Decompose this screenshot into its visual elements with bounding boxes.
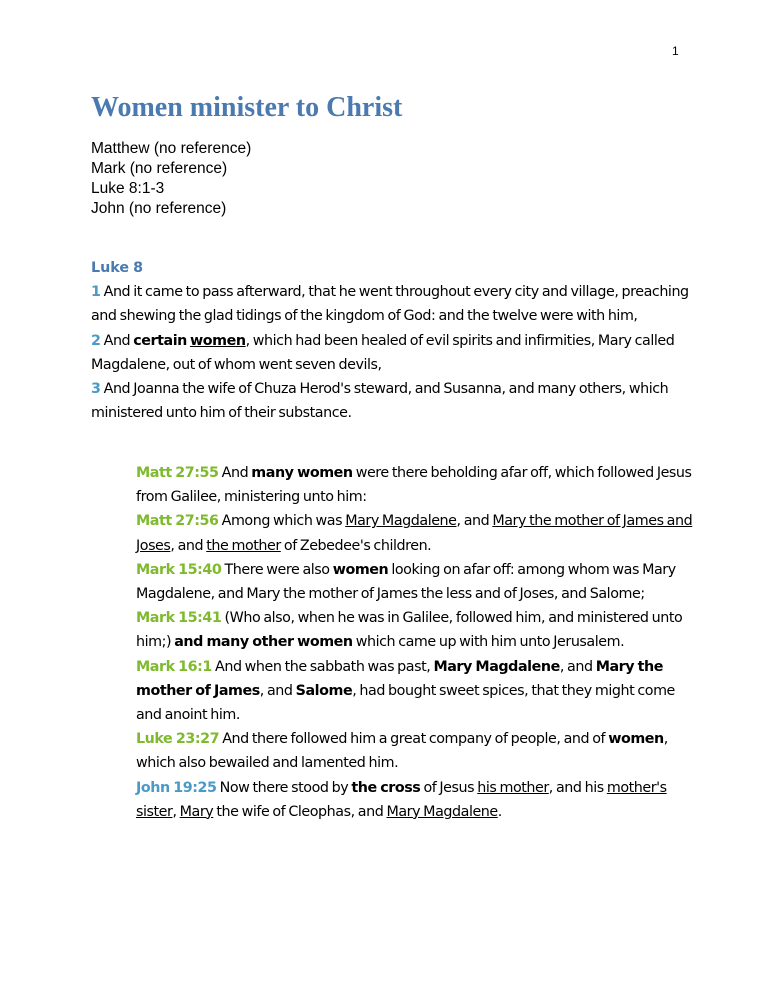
cross-reference-entry: Luke 23:27 And there followed him a great company of people, and of women, which also bewailed and lamented him. <box>136 731 668 772</box>
page-title: Women minister to Christ <box>91 92 403 123</box>
emphasis-underline: Mary Magdalene <box>386 803 498 820</box>
cross-references <box>136 461 696 824</box>
emphasis-underline: Mary Magdalene <box>345 513 457 530</box>
cross-reference-label: Matt 27:55 <box>136 465 219 481</box>
reference-line: Matthew (no reference) <box>91 140 252 157</box>
emphasis-underline: his mother <box>477 779 549 796</box>
emphasis-bold: many women <box>251 465 353 481</box>
emphasis-underline: Mary <box>179 803 214 820</box>
cross-reference-entry: Mark 15:41 (Who also, when he was in Galilee, followed him, and ministered unto him;) and many other women which came up with him unto Jerusalem. <box>136 610 683 651</box>
emphasis-bold: the cross <box>351 779 421 796</box>
verse <box>91 280 691 328</box>
verse <box>91 377 691 425</box>
emphasis-underline: Mary the mother of James and Joses <box>136 513 693 554</box>
page-number: 1 <box>672 44 679 58</box>
verse-number: 3 <box>91 381 101 398</box>
reference-line: John (no reference) <box>91 200 227 217</box>
cross-reference-entry: John 19:25 Now there stood by the cross of Jesus his mother, and his mother's sister, Mary the wife of Cleophas, and Mary Magdalene. <box>136 779 667 820</box>
cross-reference-entry: Matt 27:55 And many women were there beholding afar off, which followed Jesus from Galilee, ministering unto him: <box>136 465 692 506</box>
cross-reference-label: Matt 27:56 <box>136 513 219 530</box>
verse-number: 2 <box>91 332 101 349</box>
cross-reference-entry: Mark 15:40 There were also women looking on afar off: among whom was Mary Magdalene, and Mary the mother of James the less and of Joses, and Salome; <box>136 561 676 603</box>
main-passage <box>91 256 691 425</box>
verse-text: And <box>103 332 134 349</box>
emphasis-bold: Mary Magdalene <box>433 658 560 675</box>
emphasis-bold: women <box>332 561 389 578</box>
cross-reference-label: John 19:25 <box>136 779 217 796</box>
verse <box>91 329 691 377</box>
emphasis-bold: Salome <box>295 682 353 699</box>
cross-reference-label: Mark 15:40 <box>136 561 222 578</box>
cross-reference-label: Mark 16:1 <box>136 658 212 675</box>
passage-heading: Luke 8 <box>91 260 144 276</box>
reference-line: Luke 8:1-3 <box>91 180 165 197</box>
cross-reference-entry: Matt 27:56 Among which was Mary Magdalene, and Mary the mother of James and Joses, and the mother of Zebedee's children. <box>136 513 693 554</box>
emphasis-bold: women <box>608 731 664 748</box>
emphasis-bold-underline: women <box>190 332 246 349</box>
cross-reference-label: Mark 15:41 <box>136 610 222 627</box>
verse-text: And Joanna the wife of Chuza Herod's steward, and Susanna, and many others, which ministered unto him of their substance. <box>91 381 669 422</box>
cross-reference-label: Luke 23:27 <box>136 731 220 748</box>
verse-number: 1 <box>91 284 101 301</box>
gospel-references <box>91 139 251 219</box>
emphasis-underline: mother's sister <box>136 779 667 820</box>
emphasis-bold: certain <box>133 332 187 349</box>
emphasis-bold: Mary the mother of James <box>136 658 664 699</box>
verse-text: , which had been healed of evil spirits and infirmities, Mary called Magdalene, out of whom went seven devils, <box>91 332 675 373</box>
emphasis-underline: the mother <box>206 537 281 554</box>
verse-text: And it came to pass afterward, that he went throughout every city and village, preaching and shewing the glad tidings of the kingdom of God: and the twelve were with him, <box>91 284 689 325</box>
reference-line: Mark (no reference) <box>91 160 228 177</box>
cross-reference-entry: Mark 16:1 And when the sabbath was past, Mary Magdalene, and Mary the mother of James, and Salome, had bought sweet spices, that they might come and anoint him. <box>136 658 675 724</box>
emphasis-bold: and many other women <box>174 634 353 651</box>
